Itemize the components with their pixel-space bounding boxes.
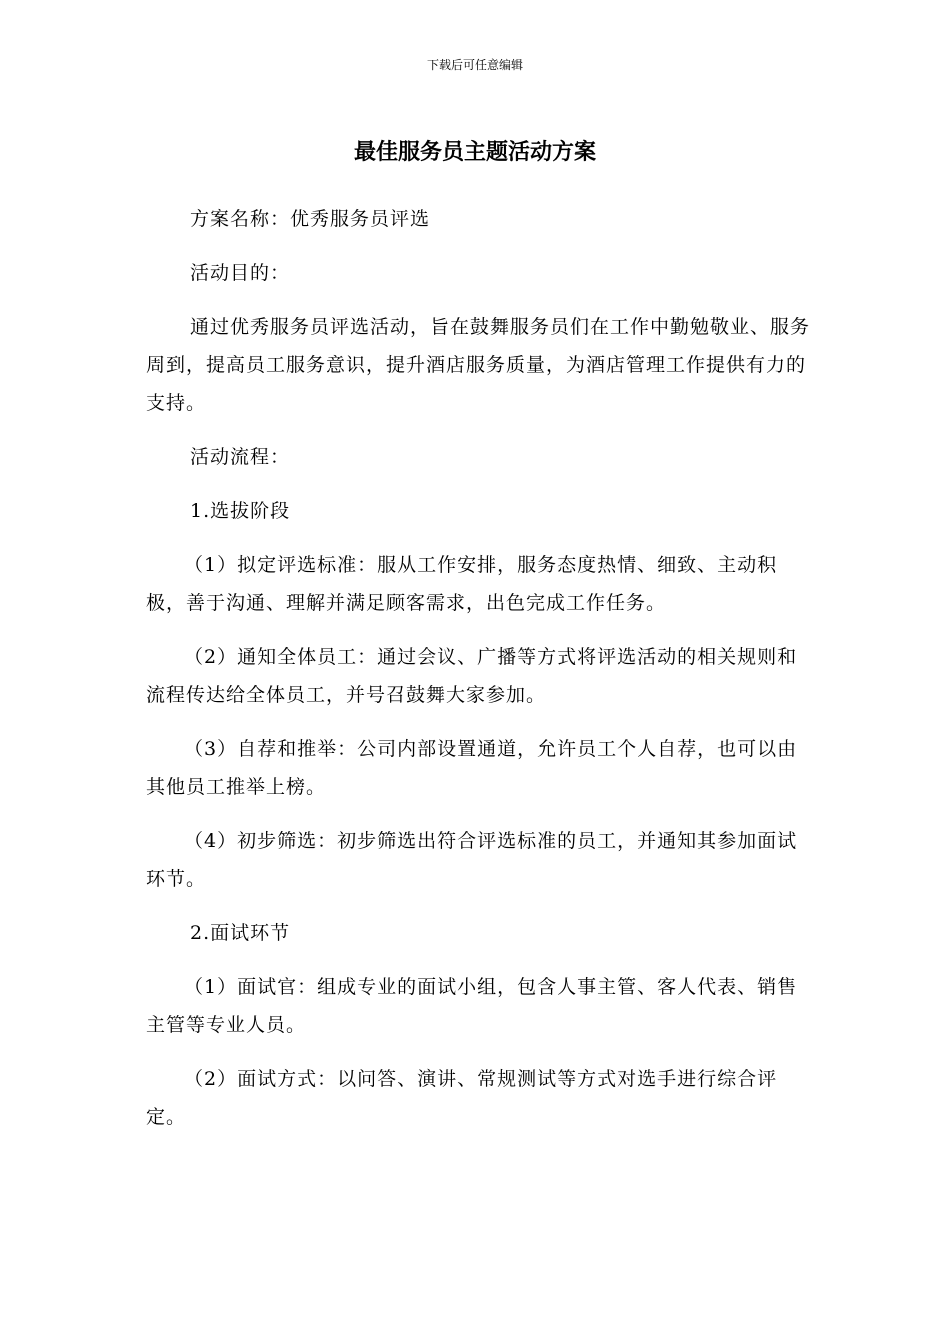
selection-item-3: （3）自荐和推举：公司内部设置通道，允许员工个人自荐，也可以由其他员工推举上榜。	[146, 738, 798, 798]
selection-item-1: （1）拟定评选标准：服从工作安排，服务态度热情、细致、主动积极，善于沟通、理解并满足顾客需求，出色完成工作任务。	[146, 554, 778, 614]
interview-item-2: （2）面试方式：以问答、演讲、常规测试等方式对选手进行综合评定。	[146, 1068, 778, 1128]
interview-item-1: （1）面试官：组成专业的面试小组，包含人事主管、客人代表、销售主管等专业人员。	[146, 976, 798, 1036]
process-heading: 活动流程：	[190, 446, 291, 468]
document-title: 最佳服务员主题活动方案	[353, 140, 596, 165]
purpose-paragraph: 通过优秀服务员评选活动，旨在鼓舞服务员们在工作中勤勉敬业、服务周到，提高员工服务意识，提升酒店服务质量，为酒店管理工作提供有力的支持。	[146, 316, 811, 414]
plan-name-paragraph: 方案名称：优秀服务员评选	[190, 208, 431, 230]
document-body	[146, 200, 816, 1152]
section-selection-heading: 1.选拔阶段	[190, 500, 291, 522]
purpose-heading: 活动目的：	[190, 262, 291, 284]
section-interview-heading: 2.面试环节	[190, 922, 291, 944]
header-note: 下载后可任意编辑	[426, 58, 523, 72]
selection-item-4: （4）初步筛选：初步筛选出符合评选标准的员工，并通知其参加面试环节。	[146, 830, 798, 890]
selection-item-2: （2）通知全体员工：通过会议、广播等方式将评选活动的相关规则和流程传达给全体员工，并号召鼓舞大家参加。	[146, 646, 798, 706]
